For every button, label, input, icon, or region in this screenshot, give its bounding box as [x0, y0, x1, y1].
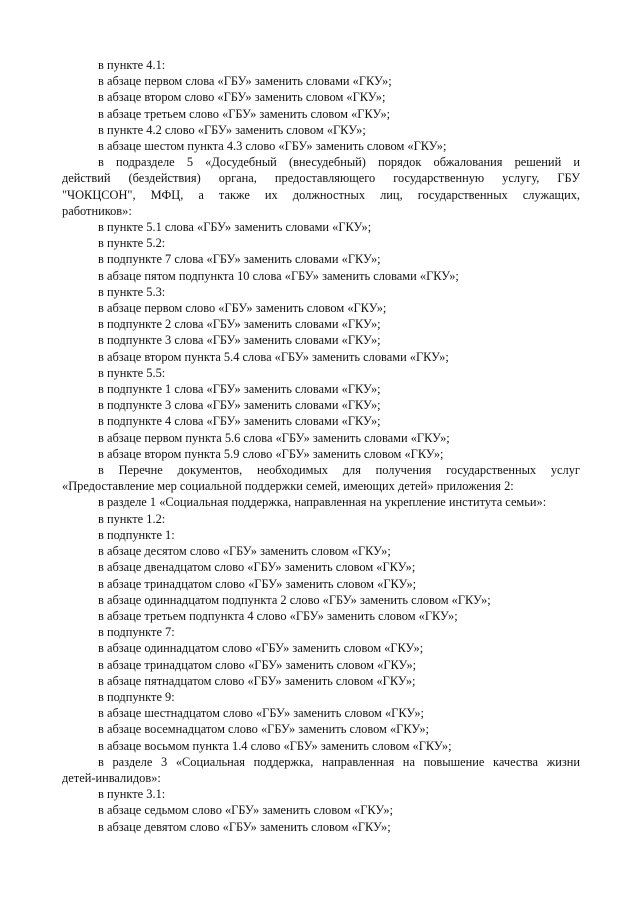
document-line: в абзаце третьем подпункта 4 слово «ГБУ» заменить словом «ГКУ»; [98, 608, 458, 623]
document-line: в подпункте 1: [98, 527, 175, 542]
document-line: в абзаце втором пункта 5.4 слова «ГБУ» заменить словами «ГКУ»; [98, 349, 449, 364]
document-line: в подпункте 2 слова «ГБУ» заменить словами «ГКУ»; [98, 317, 381, 332]
document-line: в абзаце восемнадцатом слово «ГБУ» заменить словом «ГКУ»; [98, 722, 429, 737]
document-line: в подпункте 7 слова «ГБУ» заменить словами «ГКУ»; [98, 252, 381, 267]
document-line: в абзаце шестом пункта 4.3 слово «ГБУ» заменить словом «ГКУ»; [98, 139, 447, 154]
document-line: работников»: [62, 203, 132, 218]
document-line: в подпункте 9: [98, 689, 175, 704]
document-line: в абзаце втором слово «ГБУ» заменить словом «ГКУ»; [98, 90, 386, 105]
document-line: в разделе 1 «Социальная поддержка, направленная на укрепление института семьи»: [98, 495, 547, 510]
document-line: в пункте 4.2 слово «ГБУ» заменить словом «ГКУ»; [98, 122, 366, 137]
document-line: в подпункте 7: [98, 625, 175, 640]
document-line: в разделе 3 «Социальная поддержка, направленная на повышение качества жизни [98, 754, 580, 769]
document-line: в пункте 5.5: [98, 365, 166, 380]
document-line: в пункте 3.1: [98, 787, 166, 802]
document-line: в Перечне документов, необходимых для получения государственных услуг [98, 463, 580, 478]
document-line: в абзаце втором пункта 5.9 слово «ГБУ» заменить словом «ГКУ»; [98, 446, 444, 461]
document-line: в абзаце восьмом пункта 1.4 слово «ГБУ» заменить словом «ГКУ»; [98, 738, 452, 753]
document-line: в абзаце одиннадцатом подпункта 2 слово «ГБУ» заменить словом «ГКУ»; [98, 592, 491, 607]
document-line: в подразделе 5 «Досудебный (внесудебный) порядок обжалования решений и [98, 155, 580, 170]
document-line: в пункте 5.3: [98, 284, 166, 299]
document-line: в абзаце тринадцатом слово «ГБУ» заменить словом «ГКУ»; [98, 576, 417, 591]
document-line: в пункте 5.1 слова «ГБУ» заменить словами «ГКУ»; [98, 220, 372, 235]
document-line: в абзаце пятом подпункта 10 слова «ГБУ» заменить словами «ГКУ»; [98, 268, 459, 283]
document-line: «Предоставление мер социальной поддержки семей, имеющих детей» приложения 2: [62, 479, 514, 494]
document-line: действий (бездействия) органа, предоставляющего государственную услугу, ГБУ [62, 171, 580, 186]
document-line: в подпункте 1 слова «ГБУ» заменить словами «ГКУ»; [98, 382, 381, 397]
document-line: в абзаце десятом слово «ГБУ» заменить словом «ГКУ»; [98, 544, 391, 559]
document-line: в абзаце шестнадцатом слово «ГБУ» заменить словом «ГКУ»; [98, 706, 424, 721]
document-line: в пункте 5.2: [98, 236, 166, 251]
document-line: в пункте 4.1: [98, 58, 166, 72]
document-line: в абзаце двенадцатом слово «ГБУ» заменить словом «ГКУ»; [98, 560, 416, 575]
document-line: "ЧОКЦСОН", МФЦ, а также их должностных лиц, государственных служащих, [62, 187, 580, 202]
document-line: в пункте 1.2: [98, 511, 166, 526]
document-line: в абзаце седьмом слово «ГБУ» заменить словом «ГКУ»; [98, 803, 394, 818]
document-line: в абзаце первом пункта 5.6 слова «ГБУ» заменить словами «ГКУ»; [98, 430, 450, 445]
document-line: в абзаце первом слова «ГБУ» заменить словами «ГКУ»; [98, 74, 392, 89]
document-line: в абзаце третьем слово «ГБУ» заменить словом «ГКУ»; [98, 106, 391, 121]
document-line: детей-инвалидов»: [62, 770, 161, 785]
document-line: в подпункте 3 слова «ГБУ» заменить словами «ГКУ»; [98, 333, 381, 348]
document-line: в абзаце первом слово «ГБУ» заменить словом «ГКУ»; [98, 301, 387, 316]
document-line: в абзаце девятом слово «ГБУ» заменить словом «ГКУ»; [98, 819, 391, 834]
document-page [62, 57, 580, 835]
document-line: в абзаце пятнадцатом слово «ГБУ» заменить словом «ГКУ»; [98, 673, 416, 688]
document-line: в абзаце тринадцатом слово «ГБУ» заменить словом «ГКУ»; [98, 657, 417, 672]
document-line: в подпункте 4 слова «ГБУ» заменить словами «ГКУ»; [98, 414, 381, 429]
document-line: в абзаце одиннадцатом слово «ГБУ» заменить словом «ГКУ»; [98, 641, 424, 656]
document-line: в подпункте 3 слова «ГБУ» заменить словами «ГКУ»; [98, 398, 381, 413]
